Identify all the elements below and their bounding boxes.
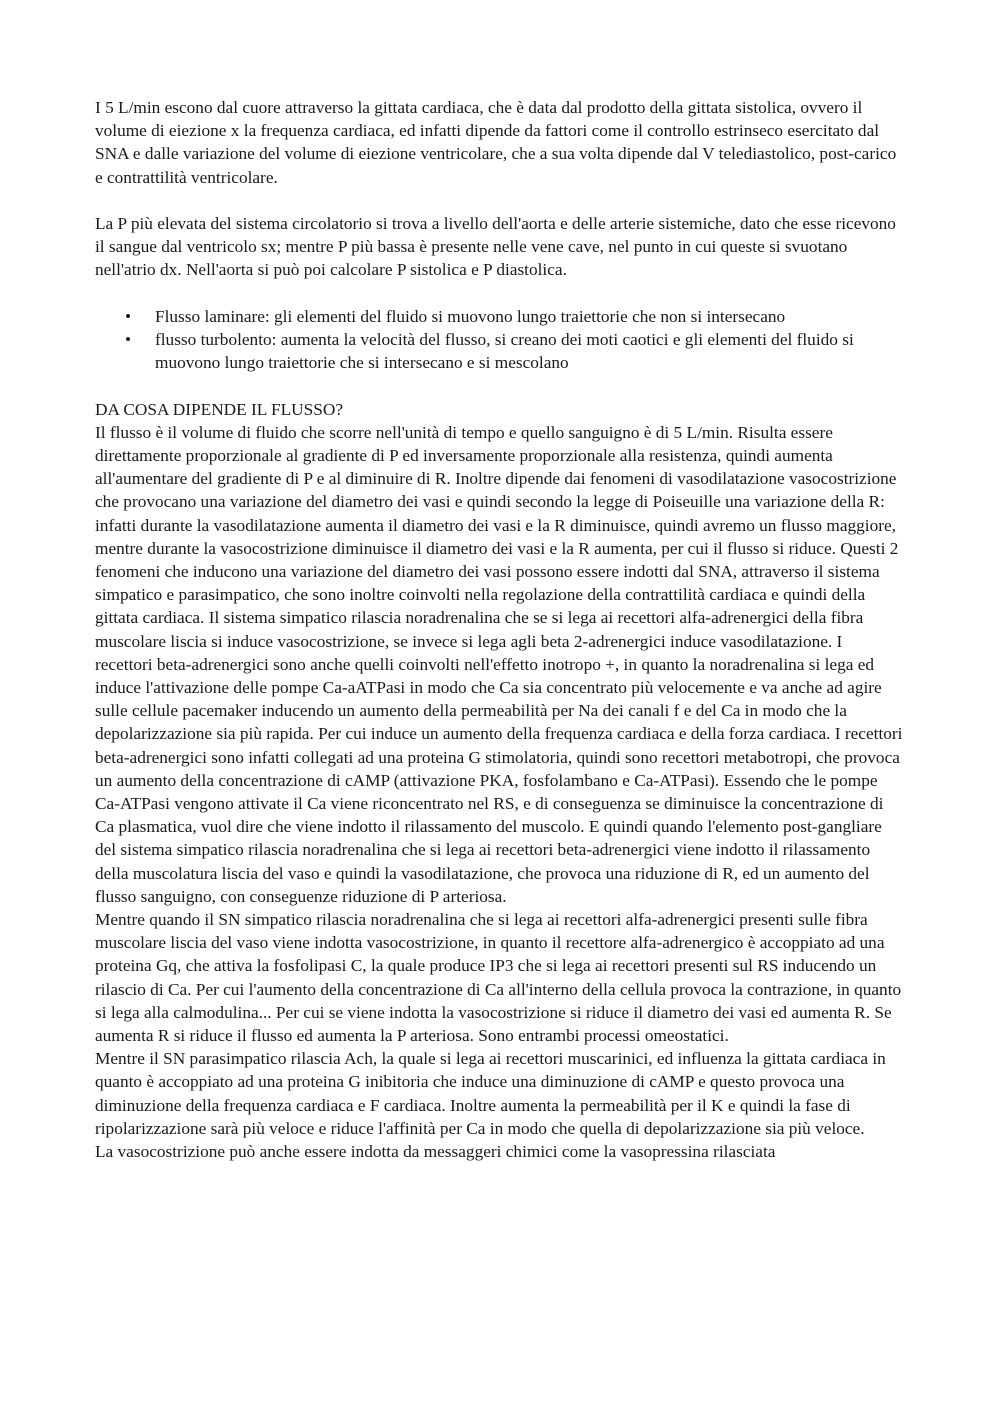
flow-types-list — [95, 305, 903, 375]
paragraph-spacer — [95, 282, 903, 305]
paragraph-alpha-adrenergic: Mentre quando il SN simpatico rilascia noradrenalina che si lega ai recettori alfa-adrenergici presenti sulle fibra muscolare liscia del vaso viene indotta vasocostrizione, in quanto il recettore alfa-adrenergico è accoppiato ad una proteina Gq, che attiva la fosfolipasi C, la quale produce IP3 che si lega ai recettori presenti sul RS inducendo un rilascio di Ca. Per cui l'aumento della concentrazione di Ca all'interno della cellula provoca la contrazione, in quanto si lega alla calmodulina... Per cui se viene indotta la vasocostrizione si riduce il diametro dei vasi ed aumenta R. Se aumenta R si riduce il flusso ed aumenta la P arteriosa. Sono entrambi processi omeostatici. — [95, 910, 902, 1046]
list-item — [95, 328, 903, 374]
paragraph-parasympathetic: Mentre il SN parasimpatico rilascia Ach, la quale si lega ai recettori muscarinici, ed influenza la gittata cardiaca in quanto è accoppiato ad una proteina G inibitoria che induce una diminuzione di cAMP e questo provoca una diminuzione della frequenza cardiaca e F cardiaca. Inoltre aumenta la permeabilità per il K e quindi la fase di ripolarizzazione sarà più veloce e riduce l'affinità per Ca in modo che quella di depolarizzazione sia più veloce. — [95, 1049, 886, 1138]
paragraph-cardiac-output: I 5 L/min escono dal cuore attraverso la gittata cardiaca, che è data dal prodotto della gittata sistolica, ovvero il volume di eiezione x la frequenza cardiaca, ed infatti dipende da fattori come il controllo estrinseco esercitato dal SNA e dalle variazione del volume di eiezione ventricolare, che a sua volta dipende dal V telediastolico, post-carico e contrattilità ventricolare. — [95, 98, 897, 187]
document-page — [95, 96, 903, 1163]
bullet-icon: • — [125, 306, 132, 326]
list-item-text: flusso turbolento: aumenta la velocità del flusso, si creano dei moti caotici e gli elementi del fluido si muovono lungo traiettorie che si intersecano e si mescolano — [155, 330, 854, 373]
paragraph-vasopressin: La vasocostrizione può anche essere indotta da messaggeri chimici come la vasopressina rilasciata — [95, 1142, 776, 1162]
paragraph-flow-dependence: Il flusso è il volume di fluido che scorre nell'unità di tempo e quello sanguigno è di 5 L/min. Risulta essere direttamente proporzionale al gradiente di P ed inversamente proporzionale alla resistenza, quindi aumenta all'aumentare del gradiente di P e al diminuire di R. Inoltre dipende dai fenomeni di vasodilatazione vasocostrizione che provocano una variazione del diametro dei vasi e quindi secondo la legge di Poiseuille una variazione della R: infatti durante la vasodilatazione aumenta il diametro dei vasi e la R diminuisce, quindi avremo un flusso maggiore, mentre durante la vasocostrizione diminuisce il diametro dei vasi e la R aumenta, per cui il flusso si riduce. Questi 2 fenomeni che inducono una variazione del diametro dei vasi possono essere indotti dal SNA, attraverso il sistema simpatico e parasimpatico, che sono inoltre coinvolti nella regolazione della contrattilità cardiaca e quindi della gittata cardiaca. Il sistema simpatico rilascia noradrenalina che se si lega ai recettori alfa-adrenergici della fibra muscolare liscia si induce vasocostrizione, se invece si lega agli beta 2-adrenergici induce vasodilatazione. I recettori beta-adrenergici sono anche quelli coinvolti nell'effetto inotropo +, in quanto la noradrenalina si lega ed induce l'attivazione delle pompe Ca-aATPasi in modo che Ca sia concentrato più velocemente e va anche ad agire sulle cellule pacemaker inducendo un aumento della permeabilità per Na dei canali f e del Ca in modo che la depolarizzazione sia più rapida. Per cui induce un aumento della frequenza cardiaca e della forza cardiaca. I recettori beta-adrenergici sono infatti collegati ad una proteina G stimolatoria, quindi sono recettori metabotropi, che provoca un aumento della concentrazione di cAMP (attivazione PKA, fosfolambano e Ca-ATPasi). Essendo che le pompe Ca-ATPasi vengono attivate il Ca viene riconcentrato nel RS, e di conseguenza se diminuisce la concentrazione di Ca plasmatica, vuol dire che viene indotto il rilassamento del muscolo. E quindi quando l'elemento post-gangliare del sistema simpatico rilascia noradrenalina che si lega ai recettori beta-adrenergici viene indotto il rilassamento della muscolatura liscia del vaso e quindi la vasodilatazione, che provoca una riduzione di R, ed un aumento del flusso sanguigno, con conseguenze riduzione di P arteriosa. — [95, 422, 903, 906]
list-item — [95, 305, 903, 328]
paragraph-spacer — [95, 189, 903, 212]
paragraph-pressure: La P più elevata del sistema circolatorio si trova a livello dell'aorta e delle arterie sistemiche, dato che esse ricevono il sangue dal ventricolo sx; mentre P più bassa è presente nelle vene cave, nel punto in cui queste si svuotano nell'atrio dx. Nell'aorta si può poi calcolare P sistolica e P diastolica. — [95, 214, 896, 280]
bullet-icon: • — [125, 330, 132, 349]
list-item-text: Flusso laminare: gli elementi del fluido si muovono lungo traiettorie che non si intersecano — [155, 306, 786, 326]
section-heading: DA COSA DIPENDE IL FLUSSO? — [95, 399, 344, 419]
paragraph-spacer — [95, 374, 903, 397]
